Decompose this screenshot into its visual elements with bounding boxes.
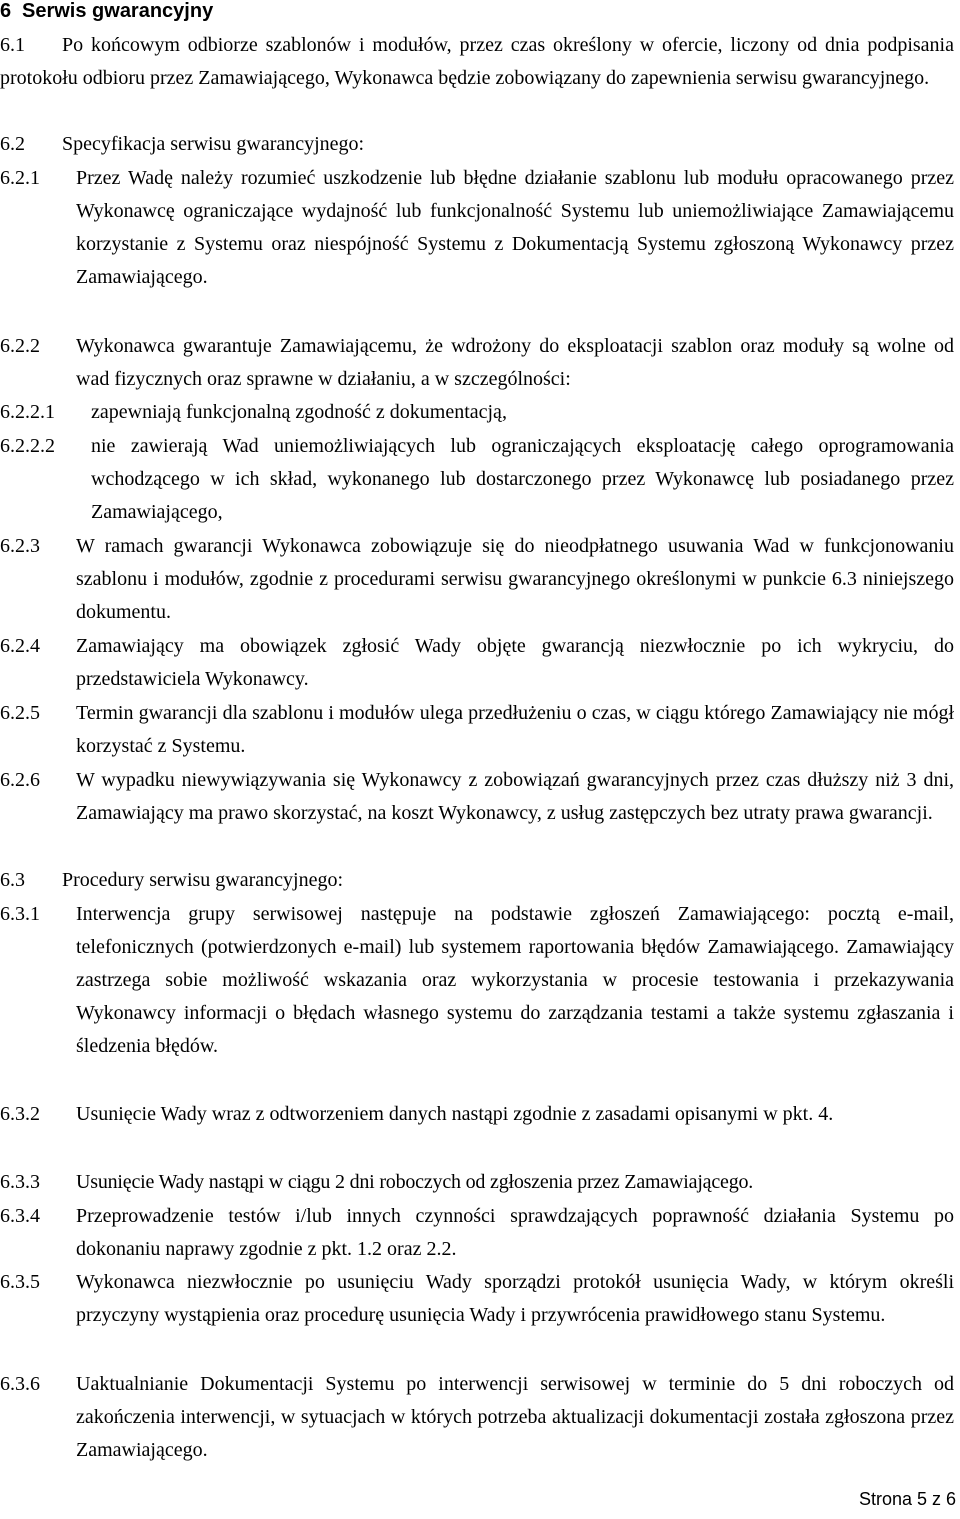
item-6-3 xyxy=(0,864,954,897)
item-number: 6.3.2 xyxy=(0,1103,40,1125)
item-text: Po końcowym odbiorze szablonów i modułów, przez czas określony w ofercie, liczony od dnia podpisania protokołu odbioru przez Zamawiającego, Wykonawca będzie zobowiązany do zapewnienia serwisu gwarancyjnego. xyxy=(0,34,954,89)
item-text: Procedury serwisu gwarancyjnego: xyxy=(62,869,344,891)
item-number: 6.2.5 xyxy=(0,702,40,724)
item-6-2-6 xyxy=(0,764,954,830)
item-6-3-2 xyxy=(0,1098,954,1131)
item-number: 6.3.3 xyxy=(0,1171,40,1193)
item-text: W wypadku niewywiązywania się Wykonawcy z zobowiązań gwarancyjnych przez czas dłuższy niż 3 dni, Zamawiający ma prawo skorzystać, na koszt Wykonawcy, z usług zastępczych bez utraty prawa gwarancji. xyxy=(76,769,954,824)
page-number: Strona 5 z 6 xyxy=(858,1489,956,1509)
item-number: 6.2.4 xyxy=(0,635,40,657)
item-number: 6.2.2 xyxy=(0,335,40,357)
item-number: 6.2.1 xyxy=(0,167,40,189)
item-text: W ramach gwarancji Wykonawca zobowiązuje się do nieodpłatnego usuwania Wad w funkcjonowaniu szablonu i modułów, zgodnie z procedurami serwisu gwarancyjnego określonymi w punkcie 6.3 niniejszego dokumentu. xyxy=(76,535,954,623)
item-6-2-2 xyxy=(0,330,954,396)
item-number: 6.2.3 xyxy=(0,535,40,557)
item-text: Usunięcie Wady nastąpi w ciągu 2 dni roboczych od zgłoszenia przez Zamawiającego. xyxy=(76,1171,754,1193)
item-text: Interwencja grupy serwisowej następuje na podstawie zgłoszeń Zamawiającego: pocztą e-mail, telefonicznych (potwierdzonych e-mail) lub systemem raportowania błędów Zamawiającego. Zamawiający zastrzega sobie możliwość wskazania oraz wykorzystania w procesie testowania i przekazywania Wykonawcy informacji o błędach własnego systemu do zarządzania testami a także systemu zgłaszania i śledzenia błędów. xyxy=(76,903,954,1057)
section-heading xyxy=(0,0,213,28)
item-6-3-6 xyxy=(0,1368,954,1467)
item-6-2-4 xyxy=(0,630,954,696)
item-number: 6.1 xyxy=(0,34,25,56)
item-6-2 xyxy=(0,128,954,161)
item-number: 6.3.1 xyxy=(0,903,40,925)
item-number: 6.2.2.1 xyxy=(0,401,55,423)
section-number: 6 xyxy=(0,0,12,22)
item-6-3-3 xyxy=(0,1166,954,1199)
section-title: Serwis gwarancyjny xyxy=(22,0,214,22)
item-text: Przeprowadzenie testów i/lub innych czynności sprawdzających poprawność działania Systemu po dokonaniu naprawy zgodnie z pkt. 1.2 oraz 2.2. xyxy=(76,1205,954,1260)
item-text: nie zawierają Wad uniemożliwiających lub ograniczających eksploatację całego oprogramowania wchodzącego w ich skład, wykonanego lub dostarczonego przez Wykonawcę lub posiadanego przez Zamawiającego, xyxy=(91,435,954,523)
item-number: 6.3.6 xyxy=(0,1373,40,1395)
item-text: Zamawiający ma obowiązek zgłosić Wady objęte gwarancją niezwłocznie po ich wykryciu, do przedstawiciela Wykonawcy. xyxy=(76,635,954,690)
item-6-2-5 xyxy=(0,697,954,763)
item-text: Uaktualnianie Dokumentacji Systemu po interwencji serwisowej w terminie do 5 dni roboczych od zakończenia interwencji, w sytuacjach w których potrzeba aktualizacji dokumentacji została zgłoszona przez Zamawiającego. xyxy=(76,1373,954,1461)
item-6-2-2-2 xyxy=(0,430,954,529)
item-6-3-4 xyxy=(0,1200,954,1266)
item-text: Przez Wadę należy rozumieć uszkodzenie lub błędne działanie szablonu lub modułu opracowanego przez Wykonawcę ograniczające wydajność lub funkcjonalność Systemu lub uniemożliwiające Zamawiającemu korzystanie z Systemu oraz niespójność Systemu z Dokumentacją Systemu zgłoszoną Wykonawcy przez Zamawiającego. xyxy=(76,167,954,288)
item-text: Usunięcie Wady wraz z odtworzeniem danych nastąpi zgodnie z zasadami opisanymi w pkt. 4. xyxy=(76,1103,834,1125)
item-number: 6.3 xyxy=(0,869,25,891)
item-text: Specyfikacja serwisu gwarancyjnego: xyxy=(62,133,365,155)
item-number: 6.2.6 xyxy=(0,769,40,791)
item-6-3-1 xyxy=(0,898,954,1063)
item-6-2-1 xyxy=(0,162,954,294)
item-text: Wykonawca niezwłocznie po usunięciu Wady sporządzi protokół usunięcia Wady, w którym określi przyczyny wystąpienia oraz procedurę usunięcia Wady i przywrócenia prawidłowego stanu Systemu. xyxy=(76,1271,954,1326)
item-text: Wykonawca gwarantuje Zamawiającemu, że wdrożony do eksploatacji szablon oraz moduły są wolne od wad fizycznych oraz sprawne w działaniu, a w szczególności: xyxy=(76,335,954,390)
item-number: 6.2.2.2 xyxy=(0,435,55,457)
item-text: zapewniają funkcjonalną zgodność z dokumentacją, xyxy=(91,401,507,423)
item-6-1 xyxy=(0,29,954,95)
item-6-3-5 xyxy=(0,1266,954,1332)
item-6-2-2-1 xyxy=(0,396,954,429)
item-text: Termin gwarancji dla szablonu i modułów ulega przedłużeniu o czas, w ciągu którego Zamawiający nie mógł korzystać z Systemu. xyxy=(76,702,954,757)
item-number: 6.2 xyxy=(0,133,25,155)
item-number: 6.3.5 xyxy=(0,1271,40,1293)
item-6-2-3 xyxy=(0,530,954,629)
item-number: 6.3.4 xyxy=(0,1205,40,1227)
